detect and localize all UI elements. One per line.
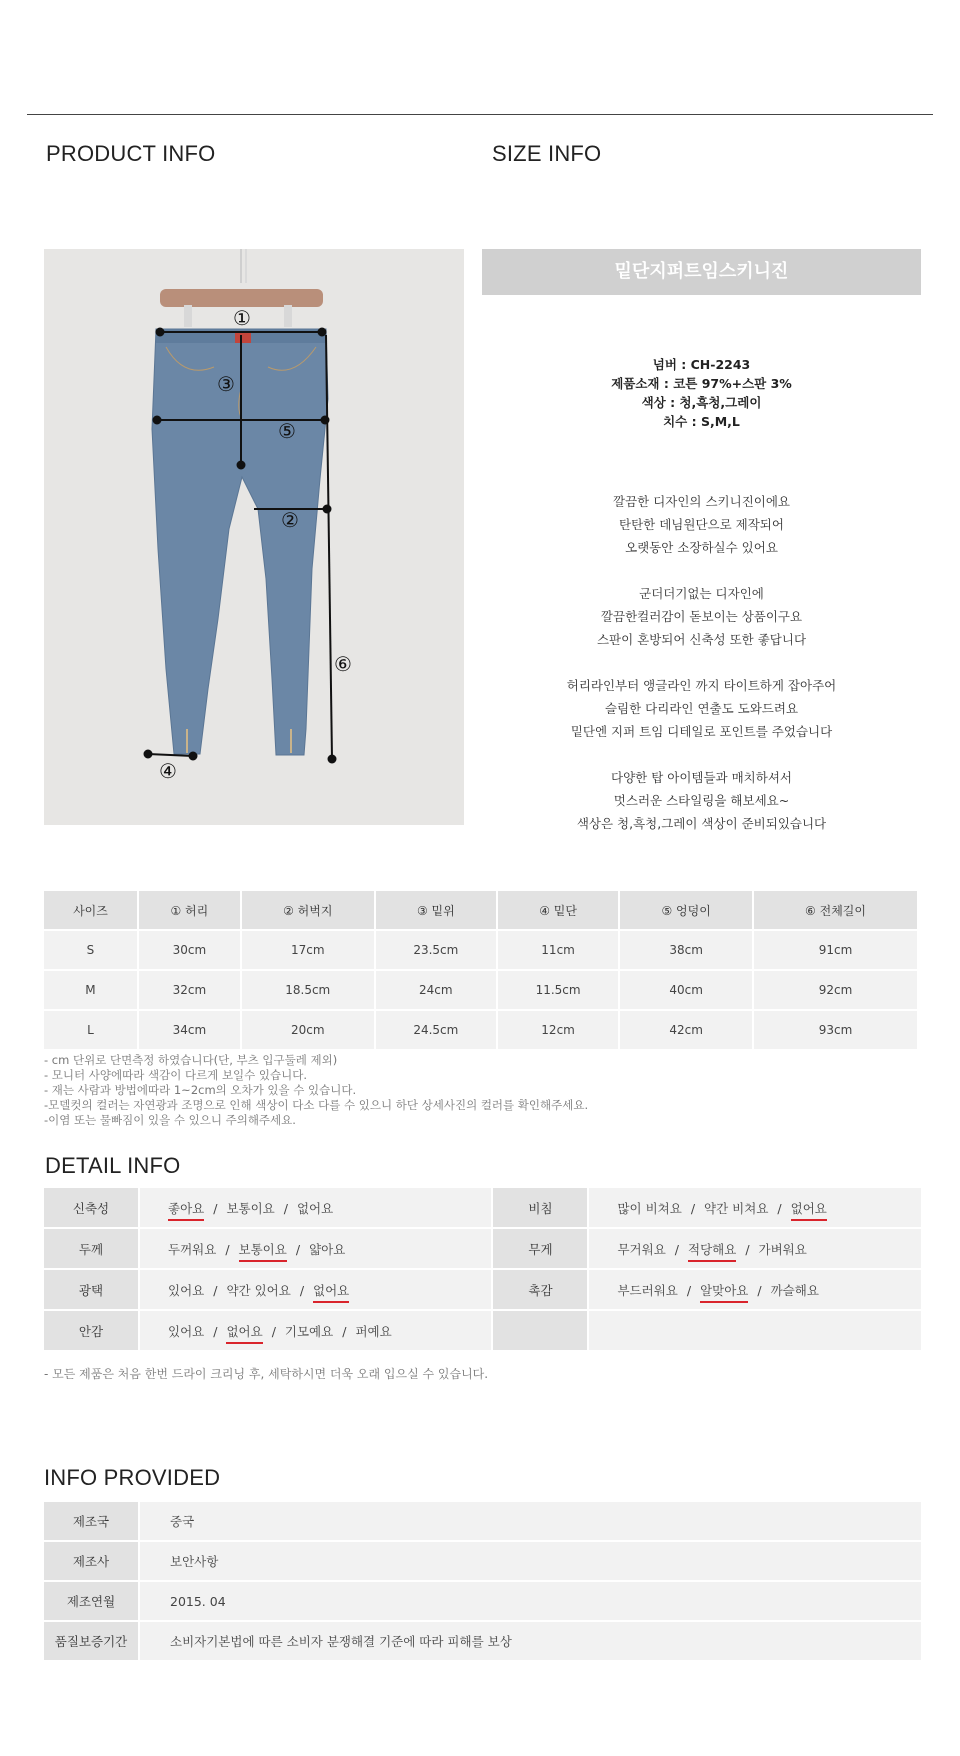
size-header-cell: ④ 밑단 bbox=[498, 891, 618, 929]
marker-3: ③ bbox=[217, 372, 235, 396]
note-line: - 모니터 사양에따라 색감이 다르게 보일수 있습니다. bbox=[44, 1068, 308, 1082]
table-row bbox=[44, 1542, 921, 1580]
size-cell: 38cm bbox=[620, 931, 752, 969]
detail-option: 기모예요 bbox=[284, 1323, 334, 1339]
option-separator: / bbox=[690, 1200, 696, 1216]
option-separator: / bbox=[295, 1241, 301, 1257]
option-separator: / bbox=[777, 1200, 782, 1216]
note-line: -모델컷의 컬러는 자연광과 조명으로 인해 색상이 다소 다를 수 있으니 하단 상세사진의 컬러를 확인해주세요. bbox=[44, 1098, 589, 1112]
option-separator: / bbox=[299, 1282, 305, 1298]
table-row bbox=[44, 1582, 921, 1620]
size-cell: 18.5cm bbox=[242, 971, 374, 1009]
detail-table bbox=[42, 1186, 923, 1352]
detail-options bbox=[589, 1229, 921, 1268]
top-divider bbox=[27, 114, 933, 115]
spec-size: 치수 : S,M,L bbox=[663, 414, 740, 429]
detail-options bbox=[589, 1188, 921, 1227]
size-table bbox=[42, 889, 923, 1051]
size-cell: 91cm bbox=[754, 931, 917, 969]
size-header-cell: ③ 밑위 bbox=[376, 891, 496, 929]
detail-option: 많이 비쳐요 bbox=[617, 1200, 682, 1216]
info-value: 보안사항 bbox=[140, 1542, 921, 1580]
size-header-cell: 사이즈 bbox=[44, 891, 137, 929]
option-separator: / bbox=[213, 1200, 218, 1216]
option-separator: / bbox=[213, 1282, 218, 1298]
size-cell: 12cm bbox=[498, 1011, 618, 1049]
detail-option: 퍼예요 bbox=[355, 1323, 392, 1339]
detail-option: 약간 있어요 bbox=[226, 1282, 291, 1298]
detail-row bbox=[44, 1188, 921, 1227]
size-cell: 11cm bbox=[498, 931, 618, 969]
detail-option-selected: 적당해요 bbox=[688, 1242, 736, 1262]
description-paragraph: 다양한 탑 아이템들과 매치하셔서 멋스러운 스타일링을 해보세요~ 색상은 청,흑청,그레이 색상이 준비되있습니다 bbox=[576, 770, 827, 831]
detail-option-selected: 없어요 bbox=[226, 1324, 262, 1344]
detail-option: 있어요 bbox=[168, 1323, 205, 1339]
marker-2: ② bbox=[281, 508, 299, 532]
detail-option: 약간 비쳐요 bbox=[704, 1200, 769, 1216]
size-cell: 30cm bbox=[139, 931, 240, 969]
detail-label: 촉감 bbox=[493, 1270, 587, 1309]
detail-options bbox=[140, 1311, 491, 1350]
info-label: 제조국 bbox=[44, 1502, 138, 1540]
option-separator: / bbox=[745, 1241, 750, 1257]
option-separator: / bbox=[674, 1241, 679, 1257]
detail-option: 부드러워요 bbox=[617, 1282, 678, 1298]
description-paragraph: 군더더기없는 디자인에 깔끔한컬러감이 돋보이는 상품이구요 스판이 혼방되어 신축성 또한 좋답니다 bbox=[596, 586, 807, 647]
detail-label: 무게 bbox=[493, 1229, 587, 1268]
size-cell: L bbox=[44, 1011, 137, 1049]
info-value: 소비자기본법에 따른 소비자 분쟁해결 기준에 따라 피해를 보상 bbox=[140, 1622, 921, 1660]
detail-options bbox=[140, 1229, 491, 1268]
option-separator: / bbox=[271, 1323, 276, 1339]
product-specs bbox=[482, 355, 921, 431]
detail-option: 가벼워요 bbox=[758, 1241, 807, 1257]
hanger bbox=[160, 289, 323, 307]
detail-label bbox=[493, 1311, 587, 1350]
size-cell: S bbox=[44, 931, 137, 969]
option-separator: / bbox=[686, 1282, 692, 1298]
table-row bbox=[44, 971, 921, 1009]
detail-label: 안감 bbox=[44, 1311, 138, 1350]
size-cell: 40cm bbox=[620, 971, 752, 1009]
detail-row bbox=[44, 1311, 921, 1350]
size-cell: 32cm bbox=[139, 971, 240, 1009]
detail-option-selected: 보통이요 bbox=[239, 1242, 287, 1262]
detail-option-selected: 좋아요 bbox=[168, 1201, 204, 1221]
spec-material: 제품소재 : 코튼 97%+스판 3% bbox=[611, 376, 792, 391]
size-notes bbox=[44, 1053, 588, 1128]
spec-number: 넘버 : CH-2243 bbox=[652, 357, 751, 372]
size-header-cell: ⑥ 전체길이 bbox=[754, 891, 917, 929]
jeans-illustration bbox=[44, 249, 464, 825]
detail-option: 까슬해요 bbox=[770, 1282, 819, 1298]
marker-6: ⑥ bbox=[334, 652, 352, 676]
option-separator: / bbox=[225, 1241, 230, 1257]
size-cell: 24cm bbox=[376, 971, 496, 1009]
table-row bbox=[44, 1011, 921, 1049]
detail-option: 없어요 bbox=[296, 1200, 334, 1216]
marker-5: ⑤ bbox=[278, 419, 296, 443]
detail-option: 보통이요 bbox=[226, 1200, 275, 1216]
size-cell: M bbox=[44, 971, 137, 1009]
info-value: 중국 bbox=[140, 1502, 921, 1540]
info-label: 제조사 bbox=[44, 1542, 138, 1580]
detail-option-selected: 없어요 bbox=[791, 1201, 827, 1221]
size-cell: 93cm bbox=[754, 1011, 917, 1049]
note-line: - 재는 사람과 방법에따라 1~2cm의 오차가 있을 수 있습니다. bbox=[44, 1083, 357, 1097]
size-header-cell: ② 허벅지 bbox=[242, 891, 374, 929]
product-photo bbox=[44, 249, 464, 825]
size-cell: 23.5cm bbox=[376, 931, 496, 969]
detail-option: 얇아요 bbox=[309, 1241, 346, 1257]
detail-option: 있어요 bbox=[168, 1282, 205, 1298]
size-table-header bbox=[44, 891, 921, 929]
size-cell: 17cm bbox=[242, 931, 374, 969]
care-note: - 모든 제품은 처음 한번 드라이 크리닝 후, 세탁하시면 더욱 오래 입으실 수 있습니다. bbox=[44, 1367, 489, 1381]
size-cell: 24.5cm bbox=[376, 1011, 496, 1049]
detail-option-selected: 없어요 bbox=[313, 1283, 349, 1303]
marker-4: ④ bbox=[159, 759, 177, 783]
size-cell: 11.5cm bbox=[498, 971, 618, 1009]
product-name-bar: 밑단지퍼트임스키니진 bbox=[482, 249, 921, 295]
detail-option: 무거워요 bbox=[617, 1241, 666, 1257]
size-cell: 42cm bbox=[620, 1011, 752, 1049]
description-paragraph: 깔끔한 디자인의 스키니진이에요 탄탄한 데님원단으로 제작되어 오랫동안 소장하실수 있어요 bbox=[613, 494, 790, 555]
size-header-cell: ⑤ 엉덩이 bbox=[620, 891, 752, 929]
option-separator: / bbox=[342, 1323, 347, 1339]
description-paragraph: 허리라인부터 앵글라인 까지 타이트하게 잡아주어 슬림한 다리라인 연출도 도와드려요 밑단엔 지퍼 트임 디테일로 포인트를 주었습니다 bbox=[566, 678, 837, 739]
detail-label: 비침 bbox=[493, 1188, 587, 1227]
info-label: 제조연월 bbox=[44, 1582, 138, 1620]
detail-row bbox=[44, 1270, 921, 1309]
option-separator: / bbox=[757, 1282, 762, 1298]
size-info-heading: SIZE INFO bbox=[492, 141, 602, 166]
table-row bbox=[44, 1622, 921, 1660]
size-cell: 34cm bbox=[139, 1011, 240, 1049]
detail-option: 두꺼워요 bbox=[168, 1241, 217, 1257]
table-row bbox=[44, 931, 921, 969]
option-separator: / bbox=[213, 1323, 218, 1339]
note-line: - cm 단위로 단면측정 하였습니다(단, 부츠 입구둘레 제외) bbox=[44, 1053, 338, 1067]
detail-label: 광택 bbox=[44, 1270, 138, 1309]
detail-options bbox=[140, 1188, 491, 1227]
detail-label: 신축성 bbox=[44, 1188, 138, 1227]
table-row bbox=[44, 1502, 921, 1540]
note-line: -이염 또는 물빠짐이 있을 수 있으니 주의해주세요. bbox=[44, 1113, 296, 1127]
size-header-cell: ① 허리 bbox=[139, 891, 240, 929]
detail-options bbox=[589, 1270, 921, 1309]
detail-options bbox=[589, 1311, 921, 1350]
detail-options bbox=[140, 1270, 491, 1309]
info-value: 2015. 04 bbox=[140, 1582, 921, 1620]
size-cell: 92cm bbox=[754, 971, 917, 1009]
product-info-heading: PRODUCT INFO bbox=[46, 141, 216, 166]
detail-row bbox=[44, 1229, 921, 1268]
spec-color: 색상 : 청,흑청,그레이 bbox=[641, 395, 762, 410]
info-provided-table bbox=[42, 1500, 923, 1662]
option-separator: / bbox=[283, 1200, 288, 1216]
detail-label: 두께 bbox=[44, 1229, 138, 1268]
marker-1: ① bbox=[233, 306, 251, 330]
detail-option-selected: 알맞아요 bbox=[700, 1283, 748, 1303]
info-label: 품질보증기간 bbox=[44, 1622, 138, 1660]
product-description bbox=[482, 490, 921, 858]
size-cell: 20cm bbox=[242, 1011, 374, 1049]
info-provided-heading: INFO PROVIDED bbox=[44, 1465, 221, 1490]
detail-info-heading: DETAIL INFO bbox=[45, 1153, 181, 1178]
